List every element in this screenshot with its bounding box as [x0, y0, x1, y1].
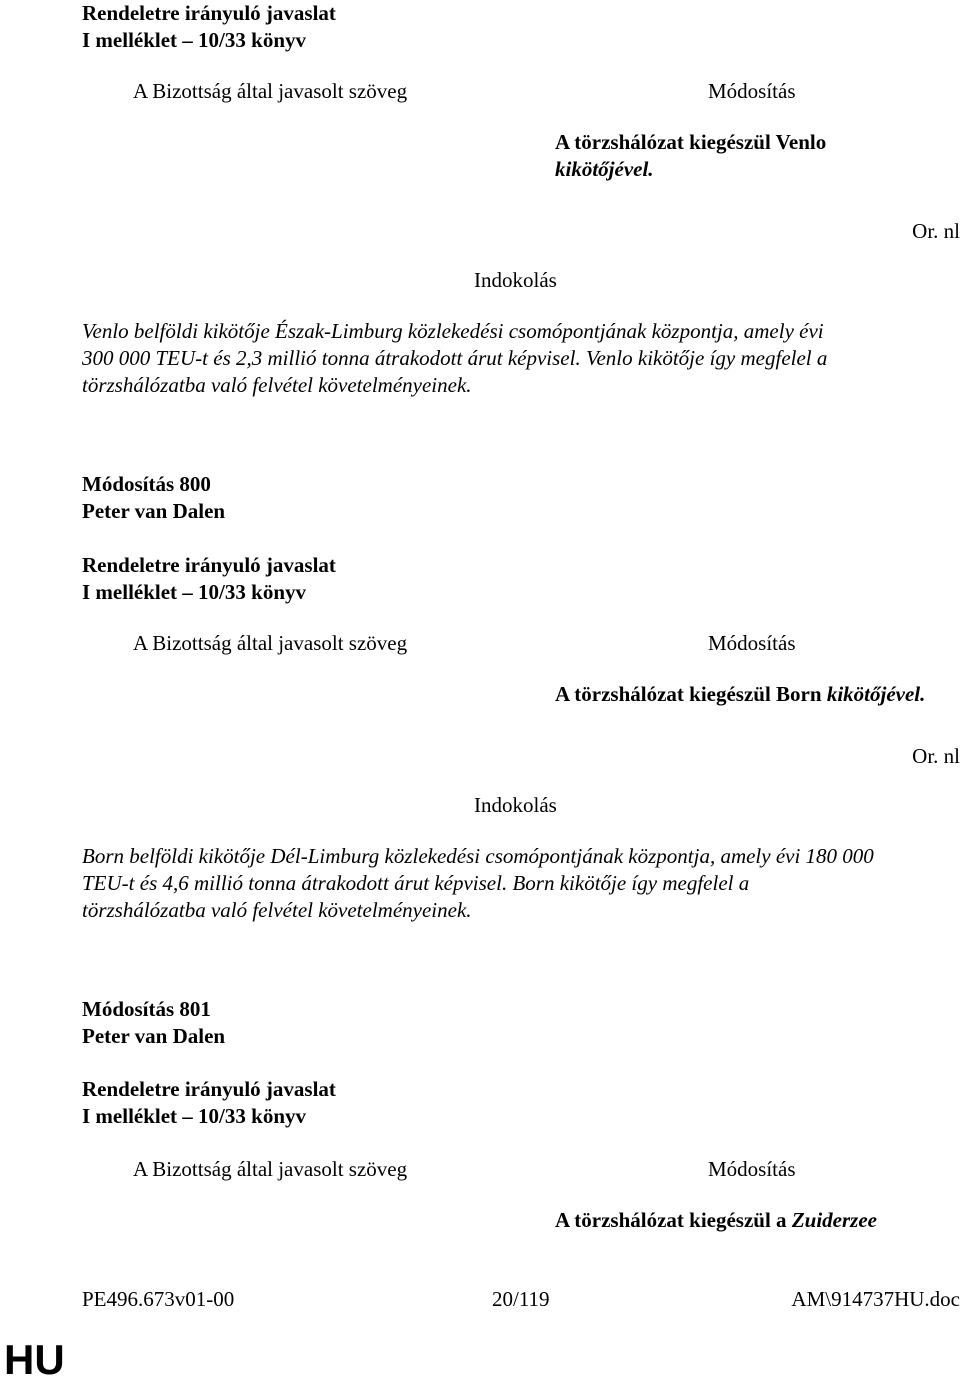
- amendment-author: Peter van Dalen: [82, 499, 226, 523]
- proposal-label: Rendeletre irányuló javaslat: [82, 553, 336, 577]
- justification-line: Born belföldi kikötője Dél-Limburg közlekedési csomópontjának központja, amely évi 180 000: [82, 844, 874, 868]
- proposal-label: Rendeletre irányuló javaslat: [82, 1077, 336, 1101]
- amendment-text-line: A törzshálózat kiegészül a Zuiderzee: [555, 1208, 877, 1232]
- amendment-text-line: A törzshálózat kiegészül Venlo: [555, 130, 827, 154]
- column-header-amendment: Módosítás: [708, 1157, 796, 1181]
- annex-ref: I melléklet – 10/33 könyv: [82, 1104, 306, 1128]
- footer-file-ref: AM\914737HU.doc: [791, 1287, 960, 1311]
- column-header-amendment: Módosítás: [708, 79, 796, 103]
- original-language: Or. nl: [912, 219, 960, 243]
- amendment-number: Módosítás 801: [82, 997, 211, 1021]
- column-header-amendment: Módosítás: [708, 631, 796, 655]
- justification-line: Venlo belföldi kikötője Észak-Limburg közlekedési csomópontjának központja, amely évi: [82, 319, 824, 343]
- footer-page-number: 20/119: [492, 1287, 550, 1311]
- justification-line: TEU-t és 4,6 millió tonna átrakodott árut képvisel. Born kikötője így megfelel a: [82, 871, 750, 895]
- justification-line: törzshálózatba való felvétel követelményeinek.: [82, 898, 472, 922]
- justification-line: törzshálózatba való felvétel követelményeinek.: [82, 373, 472, 397]
- column-header-commission-text: A Bizottság által javasolt szöveg: [133, 631, 408, 655]
- annex-ref: I melléklet – 10/33 könyv: [82, 28, 306, 52]
- proposal-label: Rendeletre irányuló javaslat: [82, 1, 336, 25]
- amendment-number: Módosítás 800: [82, 472, 211, 496]
- language-code: HU: [4, 1336, 65, 1383]
- amendment-text-line: kikötőjével.: [555, 157, 654, 181]
- amendment-text-line: A törzshálózat kiegészül Born kikötőjével.: [555, 682, 926, 706]
- column-header-commission-text: A Bizottság által javasolt szöveg: [133, 1157, 408, 1181]
- original-language: Or. nl: [912, 744, 960, 768]
- annex-ref: I melléklet – 10/33 könyv: [82, 580, 306, 604]
- justification-line: 300 000 TEU-t és 2,3 millió tonna átrakodott árut képvisel. Venlo kikötője így megfelel a: [82, 346, 828, 370]
- justification-title: Indokolás: [474, 793, 557, 817]
- footer-doc-ref: PE496.673v01-00: [82, 1287, 235, 1311]
- justification-title: Indokolás: [474, 268, 557, 292]
- amendment-author: Peter van Dalen: [82, 1024, 226, 1048]
- column-header-commission-text: A Bizottság által javasolt szöveg: [133, 79, 408, 103]
